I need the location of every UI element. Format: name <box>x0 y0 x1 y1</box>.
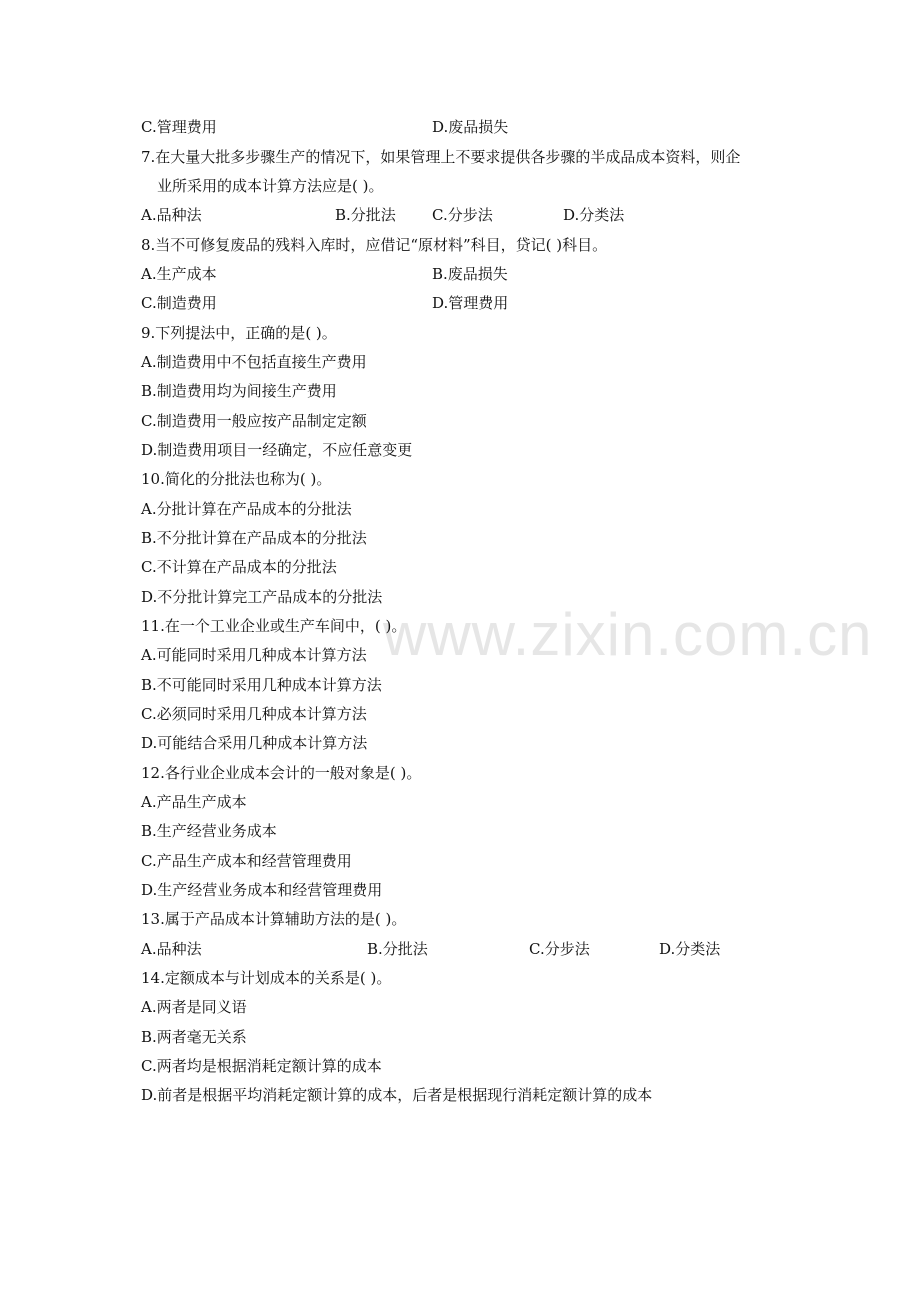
option-c: C.制造费用 <box>141 294 217 312</box>
option-a: A.生产成本 <box>141 265 217 283</box>
question-10: 10.简化的分批法也称为( )。 <box>141 470 332 488</box>
option-d: D.不分批计算完工产品成本的分批法 <box>141 588 383 606</box>
option-d: D.分类法 <box>659 940 721 958</box>
option-a: A.两者是同义语 <box>141 998 247 1016</box>
option-b: B.分批法 <box>335 206 396 224</box>
watermark: www.zixin.com.cn <box>383 601 873 668</box>
option-d: D.分类法 <box>563 206 625 224</box>
question-8: 8.当不可修复废品的残料入库时，应借记“原材料”科目，贷记( )科目。 <box>141 236 608 254</box>
option-a: A.品种法 <box>141 940 202 958</box>
option-a: A.分批计算在产品成本的分批法 <box>141 500 352 518</box>
option-b: B.两者毫无关系 <box>141 1028 247 1046</box>
question-7-continued: 业所采用的成本计算方法应是( )。 <box>157 177 384 195</box>
option-c: C.必须同时采用几种成本计算方法 <box>141 705 367 723</box>
option-d: D.废品损失 <box>432 118 509 136</box>
option-a: A.制造费用中不包括直接生产费用 <box>141 353 367 371</box>
question-12: 12.各行业企业成本会计的一般对象是( )。 <box>141 764 422 782</box>
option-d: D.生产经营业务成本和经营管理费用 <box>141 881 383 899</box>
question-11: 11.在一个工业企业或生产车间中，( )。 <box>141 617 407 635</box>
question-13: 13.属于产品成本计算辅助方法的是( )。 <box>141 910 407 928</box>
option-c: C.产品生产成本和经营管理费用 <box>141 852 352 870</box>
option-a: A.品种法 <box>141 206 202 224</box>
question-7: 7.在大量大批多步骤生产的情况下，如果管理上不要求提供各步骤的半成品成本资料，则企 <box>141 148 741 166</box>
option-c: C.两者均是根据消耗定额计算的成本 <box>141 1057 382 1075</box>
question-14: 14.定额成本与计划成本的关系是( )。 <box>141 969 392 987</box>
option-c: C.分步法 <box>432 206 493 224</box>
option-b: B.不可能同时采用几种成本计算方法 <box>141 676 382 694</box>
option-a: A.可能同时采用几种成本计算方法 <box>141 646 367 664</box>
option-d: D.可能结合采用几种成本计算方法 <box>141 734 368 752</box>
option-c: C.不计算在产品成本的分批法 <box>141 558 337 576</box>
option-c: C.制造费用一般应按产品制定定额 <box>141 412 367 430</box>
option-d: D.制造费用项目一经确定，不应任意变更 <box>141 441 413 459</box>
option-c: C.分步法 <box>529 940 590 958</box>
option-a: A.产品生产成本 <box>141 793 247 811</box>
option-c: C.管理费用 <box>141 118 217 136</box>
question-9: 9.下列提法中，正确的是( )。 <box>141 324 337 342</box>
option-d: D.管理费用 <box>432 294 509 312</box>
option-b: B.分批法 <box>367 940 428 958</box>
option-b: B.不分批计算在产品成本的分批法 <box>141 529 367 547</box>
option-d: D.前者是根据平均消耗定额计算的成本，后者是根据现行消耗定额计算的成本 <box>141 1086 653 1104</box>
option-b: B.制造费用均为间接生产费用 <box>141 382 337 400</box>
option-b: B.生产经营业务成本 <box>141 822 277 840</box>
option-b: B.废品损失 <box>432 265 508 283</box>
